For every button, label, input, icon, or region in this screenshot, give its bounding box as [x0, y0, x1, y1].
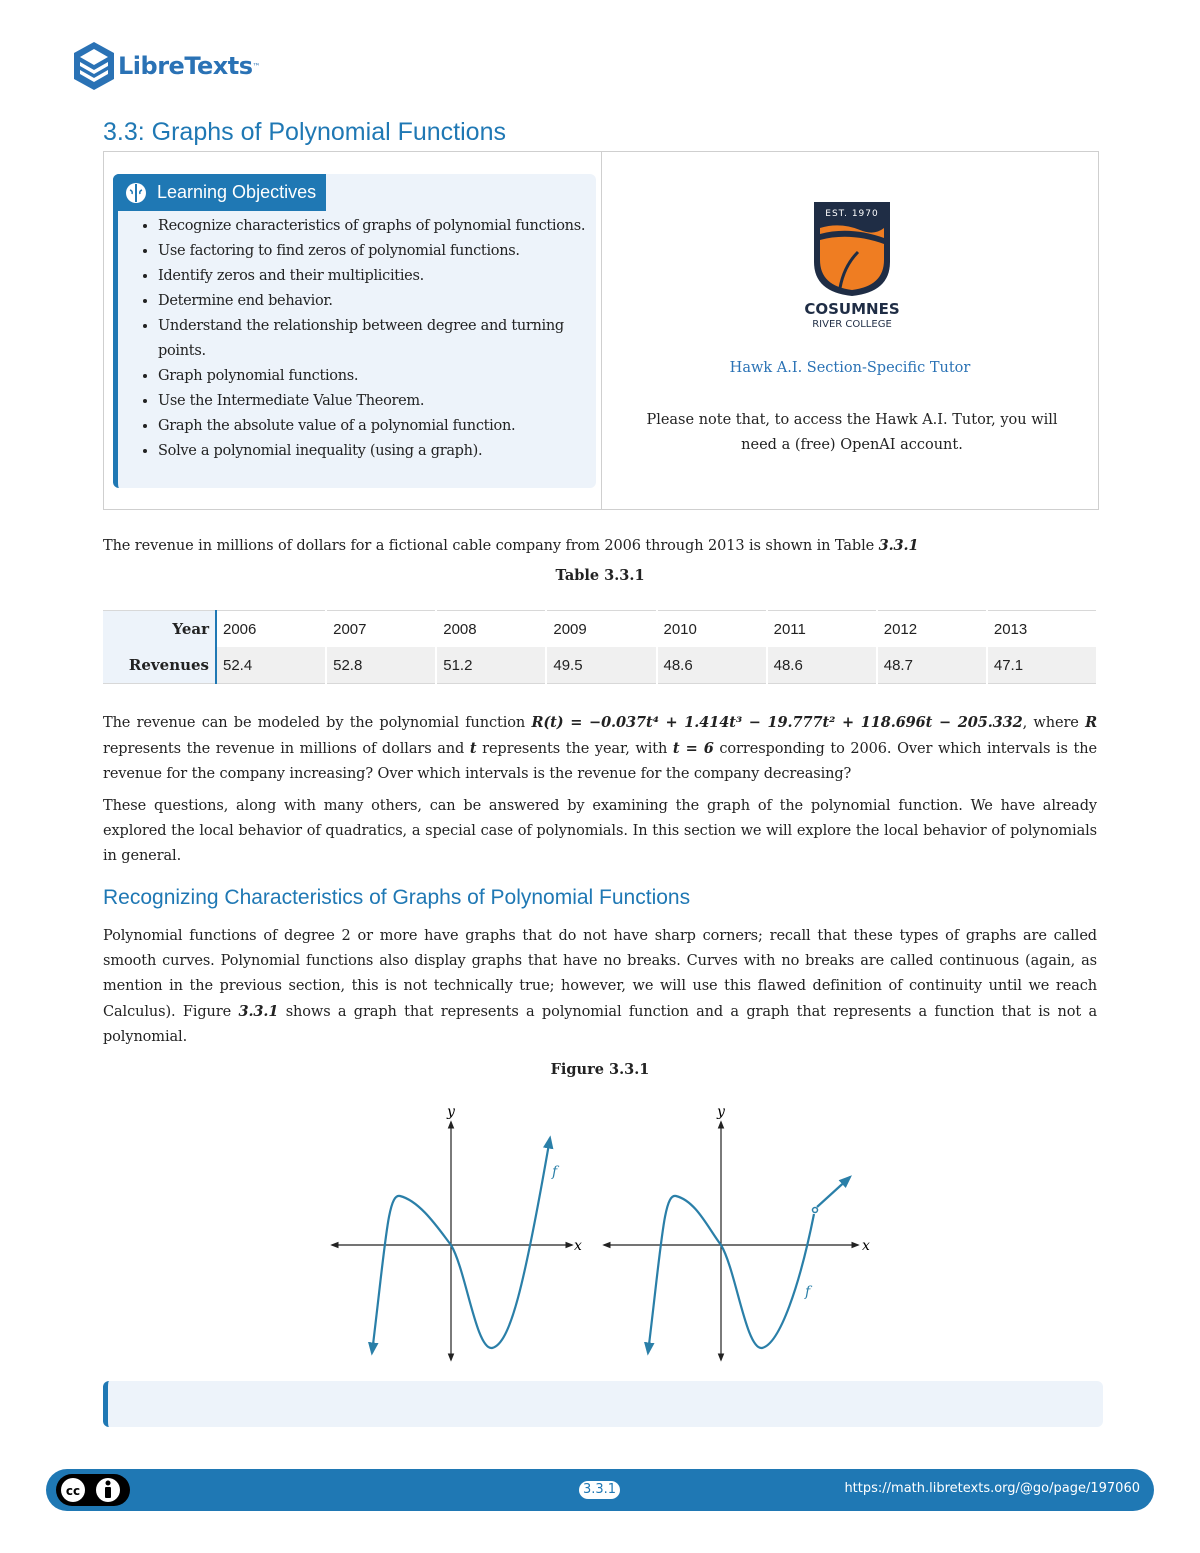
- libretexts-logo-icon: [72, 40, 116, 92]
- objective-item: • Solve a polynomial inequality (using a graph).: [158, 439, 598, 464]
- objective-item: • Understand the relationship between degree and turning points.: [158, 314, 598, 364]
- revenue-cell: 52.4: [216, 647, 326, 684]
- year-cell: 2011: [767, 611, 877, 648]
- x-axis-label: x: [574, 1238, 582, 1254]
- cosumnes-river-college-crest: [800, 200, 904, 330]
- y-axis-label: y: [717, 1104, 725, 1120]
- year-header: Year: [103, 611, 216, 648]
- model-text: represents the year, with: [476, 741, 673, 757]
- model-text: represents the revenue in millions of dollars and: [103, 741, 470, 757]
- year-cell: 2010: [657, 611, 767, 648]
- creative-commons-by-icon[interactable]: [56, 1474, 130, 1506]
- revenue-formula: R(t) = −0.037t⁴ + 1.414t³ − 19.777t² + 118.696t − 205.332: [531, 714, 1023, 731]
- year-cell: 2007: [326, 611, 436, 648]
- table-caption: [0, 567, 1200, 584]
- objective-item: • Graph polynomial functions.: [158, 364, 598, 389]
- year-cell: 2006: [216, 611, 326, 648]
- crest-college-sub: RIVER COLLEGE: [812, 319, 892, 330]
- model-paragraph: [103, 710, 1097, 787]
- model-text: corresponding to 2006. Over which intervals is the revenue for the company increasing? Over which intervals is the revenue for the company decreasing?: [103, 741, 1097, 782]
- revenue-cell: 48.7: [877, 647, 987, 684]
- objective-item: • Determine end behavior.: [158, 289, 598, 314]
- revenue-cell: 51.2: [436, 647, 546, 684]
- page-title: 3.3: Graphs of Polynomial Functions: [103, 118, 506, 146]
- table-ref[interactable]: 3.3.1: [878, 537, 919, 554]
- tutor-panel: [602, 152, 1098, 509]
- learning-objectives-list: [132, 214, 598, 464]
- revenues-header: Revenues: [103, 647, 216, 684]
- lower-curve-piece: [648, 1196, 814, 1353]
- intro-paragraph: [103, 533, 1097, 559]
- x-axis-label: x: [862, 1238, 870, 1254]
- intro-text: The revenue in millions of dollars for a fictional cable company from 2006 through 2013 is shown in Table: [103, 538, 879, 554]
- year-cell: 2013: [987, 611, 1097, 648]
- objective-item: • Identify zeros and their multiplicities.: [158, 264, 598, 289]
- learning-objectives-title: Learning Objectives: [157, 182, 317, 202]
- figure-ref[interactable]: 3.3.1: [238, 1003, 279, 1020]
- revenue-cell: 52.8: [326, 647, 436, 684]
- logo-trademark: ™: [252, 61, 261, 71]
- open-endpoint: [813, 1208, 818, 1213]
- table-row: [103, 647, 1097, 684]
- smooth-text: shows a graph that represents a polynomial function and a graph that represents a function that is not a polynomial.: [103, 1004, 1097, 1045]
- revenue-cell: 49.5: [546, 647, 656, 684]
- crest-established: EST. 1970: [825, 209, 879, 219]
- objective-item: • Recognize characteristics of graphs of polynomial functions.: [158, 214, 598, 239]
- variable-r: R: [1085, 714, 1098, 731]
- objectives-tutor-panel: [103, 151, 1099, 510]
- table-row: [103, 611, 1097, 648]
- polynomial-graph: [328, 1098, 588, 1368]
- upper-line-piece: [817, 1177, 850, 1207]
- figure-caption-number: 3.3.1: [609, 1061, 650, 1078]
- revenue-cell: 48.6: [767, 647, 877, 684]
- y-axis-label: y: [447, 1104, 455, 1120]
- questions-paragraph: These questions, along with many others, can be answered by examining the graph of the polynomial function. We have already explored the local behavior of quadratics, a special case of polynomials. In this section we will explore the local behavior of polynomials in general.: [103, 798, 1097, 864]
- smooth-text: Polynomial functions of degree 2 or more have graphs that do not have sharp corners; recall that these types of graphs are called smooth curves. Polynomial functions also display graphs that have no breaks. Curves with no breaks are called continuous (again, as mention in the previous section, this is not technically true; however, we will use this flawed definition of continuity until we reach Calculus). Figure: [103, 928, 1097, 1020]
- figure-caption: [0, 1061, 1200, 1078]
- objective-item: • Use factoring to find zeros of polynomial functions.: [158, 239, 598, 264]
- t-equals-6: t = 6: [672, 740, 714, 757]
- svg-text:cc: cc: [65, 1484, 81, 1498]
- objective-item: • Use the Intermediate Value Theorem.: [158, 389, 598, 414]
- year-cell: 2009: [546, 611, 656, 648]
- model-text: , where: [1022, 715, 1086, 731]
- year-cell: 2008: [436, 611, 546, 648]
- learning-objectives-header: [113, 174, 326, 211]
- table-caption-number: 3.3.1: [604, 567, 645, 584]
- page-footer: [46, 1469, 1154, 1511]
- variable-t: t: [469, 740, 477, 757]
- curve-label-f: f: [552, 1164, 558, 1180]
- next-callout-box: [103, 1381, 1103, 1427]
- non-polynomial-graph: [600, 1098, 880, 1368]
- learning-objectives-box: [113, 174, 596, 488]
- revenue-table: [103, 610, 1098, 684]
- crest-college-name: COSUMNES: [804, 300, 900, 318]
- section-heading: Recognizing Characteristics of Graphs of Polynomial Functions: [103, 886, 691, 909]
- page-url[interactable]: https://math.libretexts.org/@go/page/197060: [844, 1481, 1140, 1496]
- revenue-cell: 47.1: [987, 647, 1097, 684]
- table-caption-prefix: Table: [555, 567, 605, 584]
- hawk-tutor-link[interactable]: Hawk A.I. Section-Specific Tutor: [729, 360, 971, 376]
- libretexts-logo[interactable]: [72, 40, 261, 92]
- page-number: 3.3.1: [579, 1481, 620, 1499]
- smooth-curves-paragraph: [103, 924, 1097, 1050]
- figure-caption-prefix: Figure: [550, 1061, 610, 1078]
- tutor-note: Please note that, to access the Hawk A.I. Tutor, you will need a (free) OpenAI account.: [646, 412, 1058, 453]
- year-cell: 2012: [877, 611, 987, 648]
- logo-text: LibreTexts: [118, 52, 253, 80]
- model-text: The revenue can be modeled by the polynomial function: [103, 715, 532, 731]
- curve-label-f: f: [805, 1284, 811, 1300]
- objective-item: • Graph the absolute value of a polynomial function.: [158, 414, 598, 439]
- brain-icon: [125, 182, 147, 204]
- revenue-cell: 48.6: [657, 647, 767, 684]
